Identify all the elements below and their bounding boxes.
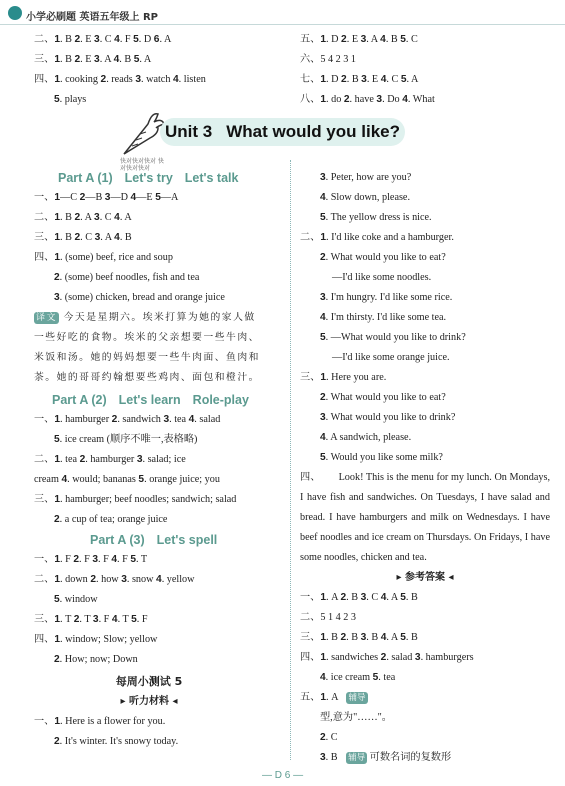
answer-row: 5. —What would you like to drink? (320, 332, 466, 343)
answer-row: 一、1. F 2. F 3. F 4. F 5. T (34, 554, 148, 565)
book-title: 小学必刷题 英语五年级上 RP (26, 12, 158, 23)
page-header (0, 0, 565, 26)
answer-row: 二、1. down 2. how 3. snow 4. yellow (34, 574, 195, 585)
watermark (380, 690, 560, 786)
part-a3-title: Part A (3) Let's spell (90, 533, 218, 547)
translation-paragraph (34, 308, 264, 388)
row-five-3: 3. B 辅导 可数名词的复数形 (320, 752, 452, 763)
answer-row: 3. I'm hungry. I'd like some rice. (320, 292, 453, 303)
helper-label-2: 辅导 (348, 753, 366, 763)
answer-row: 2. a cup of tea; orange juice (54, 514, 168, 525)
answer-row: 4. I'm thirsty. I'd like some tea. (320, 312, 447, 323)
answer-row: 2. (some) beef noodles, fish and tea (54, 272, 200, 283)
answer-row: 三、1. Here you are. (300, 372, 387, 383)
book-logo-icon (8, 6, 22, 20)
answer-row: 二、1. B 2. E 3. C 4. F 5. D 6. A (34, 34, 172, 45)
right-column (300, 168, 555, 768)
answer-key-title: ▸ 参考答案 ◂ (396, 572, 454, 583)
answer-row: 三、1. B 2. B 3. B 4. A 5. B (300, 632, 418, 643)
answer-row: 一、1. Here is a flower for you. (34, 716, 166, 727)
answer-row: 5. The yellow dress is nice. (320, 212, 432, 223)
unit-banner (160, 118, 405, 146)
answer-row: 八、1. do 2. have 3. Do 4. What (300, 94, 435, 105)
answer-row: 4. Slow down, please. (320, 192, 410, 203)
carrot-icon (118, 110, 166, 162)
listening-title: ▸ 听力材料 ◂ (120, 696, 178, 707)
answer-row: 5. Would you like some milk? (320, 452, 443, 463)
header-rule (0, 24, 565, 25)
page-number: — D 6 — (262, 770, 304, 781)
top-left-answers (34, 30, 206, 110)
answer-row: —I'd like some noodles. (332, 272, 432, 283)
answer-row: 二、1. tea 2. hamburger 3. salad; ice (34, 454, 186, 465)
answer-row: 4. ice cream 5. tea (320, 672, 396, 683)
answer-row: 二、1. B 2. A 3. C 4. A (34, 212, 132, 223)
answer-row: 四、1. cooking 2. reads 3. watch 4. listen (34, 74, 206, 85)
unit-number: Unit 3 (164, 122, 213, 141)
answer-row: 一、1—C 2—B 3—D 4—E 5—A (34, 192, 179, 203)
answer-row: 三、1. T 2. T 3. F 4. T 5. F (34, 614, 148, 625)
answer-row: 二、5 1 4 2 3 (300, 612, 357, 623)
answer-row: 三、1. B 2. E 3. A 4. B 5. A (34, 54, 152, 65)
answer-row: 三、1. B 2. C 3. A 4. B (34, 232, 132, 243)
answer-row: 3. Peter, how are you? (320, 172, 412, 183)
unit-title: What would you like? (226, 122, 400, 141)
helper-label: 辅导 (348, 693, 366, 703)
answer-row: 四、1. (some) beef, rice and soup (34, 252, 173, 263)
part-a2-title: Part A (2) Let's learn Role-play (52, 393, 249, 407)
section-four-paragraph: 四、 Look! This is the menu for my lunch. On Mondays, I have fish and sandwiches. On Tuesdays, I have salad and bread. I have hamburgers and milk on Wednesdays. I have beef noodles and ice cream on Thursdays. On Fridays, I have some noodles, chicken and tea. (300, 472, 550, 563)
translation-text: 今天是星期六。埃米打算为她的家人做一些好吃的食物。埃米的父亲想要一些牛肉、米饭和汤。她的妈妈想要一些牛肉面、鱼肉和茶。她的哥哥约翰想要些鸡肉、面包和橙汁。 (34, 312, 260, 383)
column-divider (290, 160, 291, 760)
answer-row: 四、1. window; Slow; yellow (34, 634, 158, 645)
row-five-2: 2. C (320, 732, 338, 743)
answer-row: 3. What would you like to drink? (320, 412, 456, 423)
answer-row: 二、1. I'd like coke and a hamburger. (300, 232, 454, 243)
answer-row: 四、1. sandwiches 2. salad 3. hamburgers (300, 652, 474, 663)
answer-row: 五、1. D 2. E 3. A 4. B 5. C (300, 34, 418, 45)
weekly-test-title: 每周小测试 5 (115, 675, 183, 688)
answer-row: cream 4. would; bananas 5. orange juice; you (34, 474, 220, 485)
answer-row: 2. What would you like to eat? (320, 252, 446, 263)
answer-row: 2. What would you like to eat? (320, 392, 446, 403)
answer-row: 2. It's winter. It's snowy today. (54, 736, 179, 747)
answer-row: —I'd like some orange juice. (332, 352, 450, 363)
left-column (34, 168, 284, 752)
answer-row: 3. (some) chicken, bread and orange juice (54, 292, 225, 303)
answer-row: 一、1. A 2. B 3. C 4. A 5. B (300, 592, 418, 603)
carrot-note: 快对快对快对 快对快对快对 (120, 158, 164, 172)
answer-row: 2. How; now; Down (54, 654, 138, 665)
answer-row: 六、5 4 2 3 1 (300, 54, 357, 65)
row-five-note: 型,意为"……"。 (320, 712, 392, 723)
answer-row: 5. plays (54, 94, 87, 105)
top-right-answers (300, 30, 435, 110)
part-a1-title: Part A (1) Let's try Let's talk (58, 171, 239, 185)
row-five-1: 五、1. A 辅导 (300, 692, 366, 703)
answer-row: 5. ice cream (顺序不唯一,表格略) (54, 434, 198, 445)
translation-label: 译文 (36, 313, 58, 323)
answer-row: 5. window (54, 594, 98, 605)
answer-row: 三、1. hamburger; beef noodles; sandwich; salad (34, 494, 237, 505)
answer-row: 4. A sandwich, please. (320, 432, 412, 443)
answer-row: 一、1. hamburger 2. sandwich 3. tea 4. salad (34, 414, 221, 425)
answer-row: 七、1. D 2. B 3. E 4. C 5. A (300, 74, 419, 85)
